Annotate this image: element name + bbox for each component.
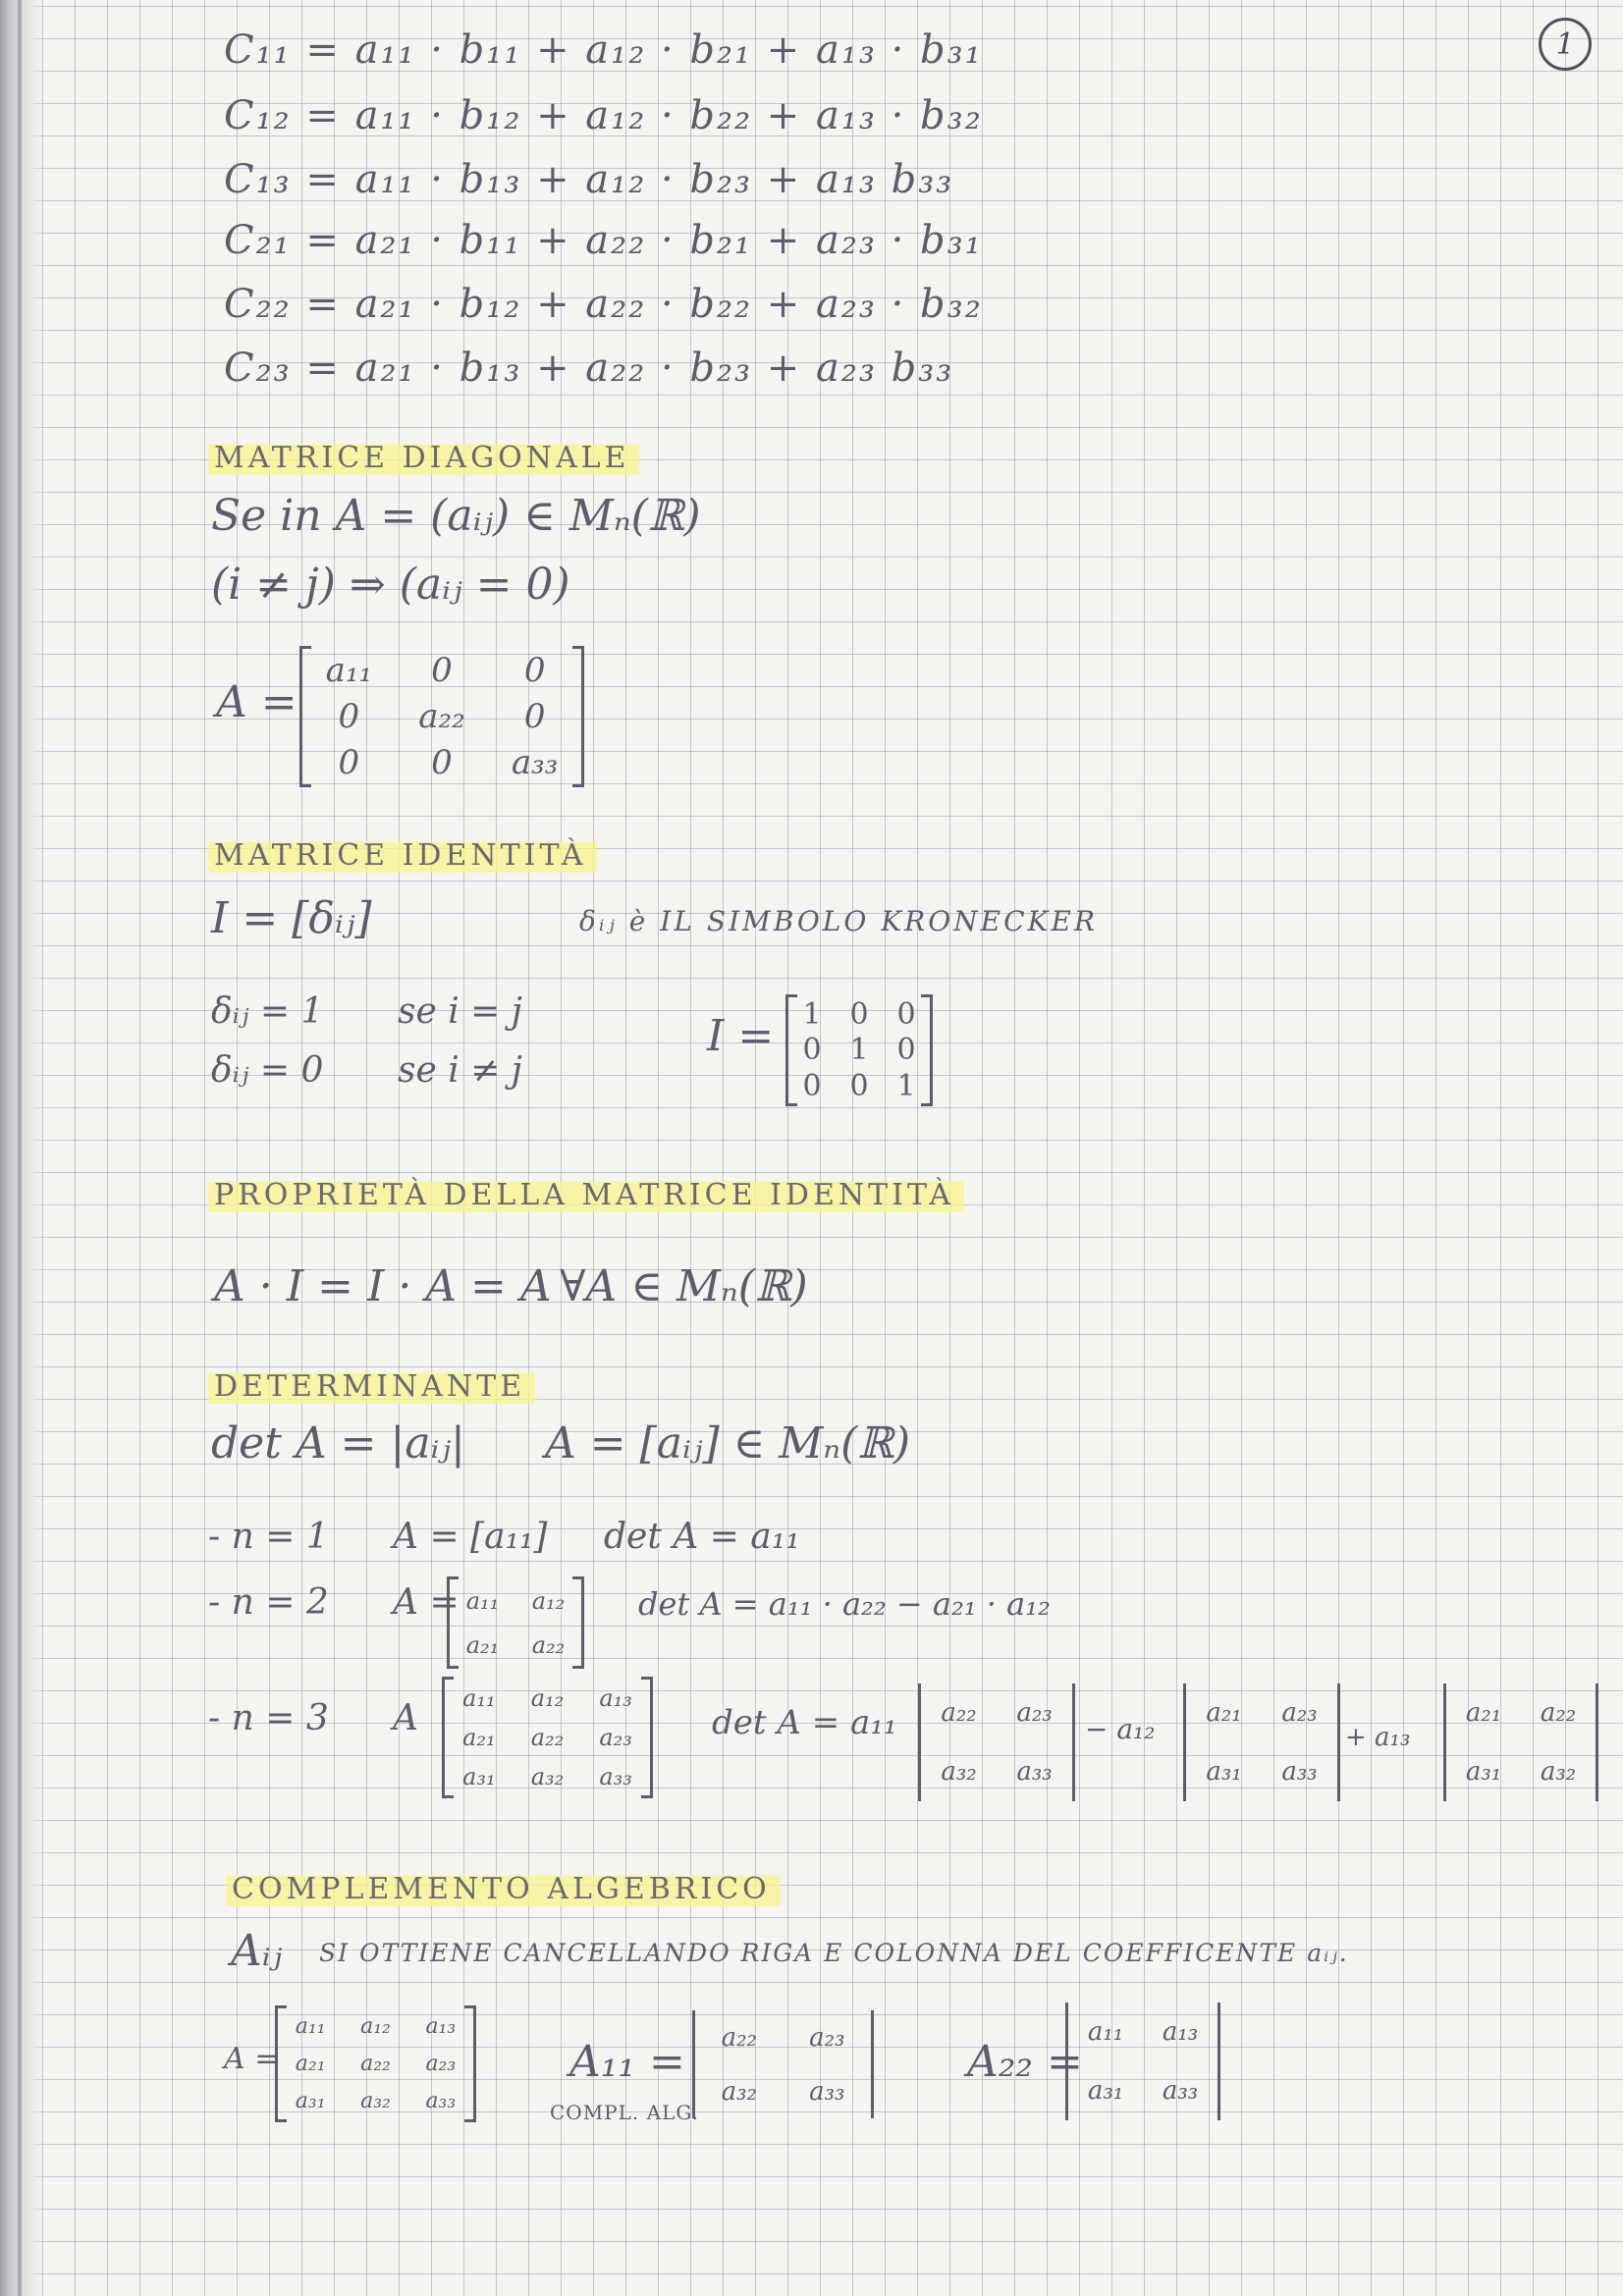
case-n2-label: - n = 2 (208, 1582, 329, 1623)
case-n3-minor-2 (1183, 1683, 1340, 1801)
identity-matrix (785, 996, 933, 1104)
matrix-entry: 0 (431, 651, 453, 691)
product-c12: C₁₂ = a₁₁ · b₁₂ + a₁₂ · b₂₂ + a₁₃ · b₃₂ (224, 93, 983, 138)
matrix-entry: 1 (849, 1033, 869, 1068)
matrix-entry: a₁₂ (530, 1684, 565, 1712)
binding-line (18, 0, 22, 2296)
cofactor-A-matrix (275, 2007, 476, 2120)
case-n3-det: det A = a₁₁ (712, 1703, 897, 1742)
matrix-entry: a₁₃ (425, 2013, 457, 2039)
matrix-entry: a₂₁ (1206, 1698, 1242, 1728)
matrix-entry: a₂₂ (360, 2051, 391, 2076)
matrix-entry: a₁₁ (295, 2013, 326, 2039)
matrix-entry: a₂₂ (530, 1724, 565, 1751)
diagonale-condition: Se in A = (aᵢⱼ) ∈ Mₙ(ℝ) (211, 491, 701, 541)
matrix-entry: a₃₁ (1465, 1757, 1502, 1787)
matrix-entry: 1 (802, 996, 822, 1032)
matrix-entry: a₂₂ (721, 2022, 757, 2053)
matrix-entry: a₃₃ (599, 1763, 632, 1790)
cofactor-symbol: Aᵢⱼ (231, 1926, 283, 1976)
matrix-entry: a₃₁ (1206, 1757, 1242, 1787)
matrix-entry: 0 (802, 1033, 822, 1068)
matrix-entry: 0 (849, 996, 869, 1032)
cofactor-A11-label: A₁₁ = (569, 2037, 685, 2087)
matrix-entry: a₃₃ (1281, 1757, 1318, 1787)
matrix-entry: a₃₃ (809, 2076, 845, 2107)
matrix-entry: 0 (338, 696, 360, 736)
delta-zero-condition: se i ≠ j (398, 1050, 522, 1091)
matrix-entry: a₁₁ (1087, 2017, 1124, 2047)
case-n1-det: det A = a₁₁ (604, 1517, 800, 1557)
matrix-entry: a₂₁ (295, 2051, 326, 2076)
identity-matrix-label: I = (707, 1011, 775, 1061)
page-edge-shadow (0, 0, 45, 2296)
heading-matrice-diagonale: MATRICE DIAGONALE (208, 439, 639, 475)
heading-determinante: DETERMINANTE (208, 1367, 535, 1404)
matrix-entry: a₁₁ (462, 1684, 496, 1712)
matrix-entry: a₂₃ (1016, 1698, 1053, 1728)
determinant-domain: A = [aᵢⱼ] ∈ Mₙ(ℝ) (545, 1418, 910, 1468)
identity-definition: I = [δᵢⱼ] (211, 893, 372, 943)
matrix-entry: a₃₁ (462, 1763, 496, 1790)
matrix-entry: a₃₃ (1162, 2076, 1199, 2106)
matrix-entry: a₂₃ (425, 2051, 457, 2076)
diagonal-matrix (299, 648, 584, 785)
case-n1-label: - n = 1 (208, 1517, 329, 1557)
matrix-entry: a₃₂ (721, 2076, 757, 2107)
identity-property-quantifier: ∀A ∈ Mₙ(ℝ) (560, 1261, 808, 1311)
matrix-entry: a₃₂ (941, 1757, 977, 1787)
matrix-entry: a₂₂ (531, 1630, 566, 1659)
heading-complemento-algebrico: COMPLEMENTO ALGEBRICO (226, 1870, 781, 1906)
matrix-entry: 0 (849, 1069, 869, 1104)
determinant-definition: det A = |aᵢⱼ| (211, 1418, 465, 1468)
case-n2-A-label: A = (393, 1582, 460, 1623)
matrix-entry: a₁₂ (360, 2013, 391, 2039)
matrix-entry: a₃₂ (1540, 1757, 1577, 1787)
matrix-entry: a₂₃ (599, 1724, 632, 1751)
matrix-entry: a₂₁ (462, 1724, 496, 1751)
matrix-entry: a₂₁ (465, 1630, 500, 1659)
matrix-entry: a₂₂ (418, 696, 465, 736)
case-n1-matrix: A = [a₁₁] (393, 1517, 548, 1557)
page-number: 1 (1539, 18, 1592, 71)
heading-proprieta-identita: PROPRIETÀ DELLA MATRICE IDENTITÀ (208, 1176, 964, 1212)
identity-property: A · I = I · A = A (214, 1261, 552, 1311)
product-c11: C₁₁ = a₁₁ · b₁₁ + a₁₂ · b₂₁ + a₁₃ · b₃₁ (224, 27, 983, 73)
cofactor-description: SI OTTIENE CANCELLANDO RIGA E COLONNA DEL COEFFICENTE aᵢⱼ. (319, 1939, 1349, 1967)
matrix-entry: a₂₁ (1465, 1698, 1502, 1728)
matrix-entry: 1 (896, 1069, 916, 1104)
cofactor-A22-minor (1065, 2002, 1220, 2120)
cofactor-A11-note: COMPL. ALG. (550, 2101, 699, 2124)
matrix-entry: a₁₁ (325, 651, 373, 691)
product-c22: C₂₂ = a₂₁ · b₁₂ + a₂₂ · b₂₂ + a₂₃ · b₃₂ (224, 282, 983, 327)
matrix-entry: 0 (523, 651, 546, 691)
cofactor-A-label: A = (224, 2042, 280, 2076)
matrix-entry: 0 (802, 1069, 822, 1104)
matrix-entry: 0 (896, 996, 916, 1032)
product-c23: C₂₃ = a₂₁ · b₁₃ + a₂₂ · b₂₃ + a₂₃ b₃₃ (224, 346, 954, 391)
matrix-entry: a₁₃ (599, 1684, 632, 1712)
matrix-entry: a₃₃ (511, 742, 559, 782)
matrix-entry: 0 (523, 696, 546, 736)
delta-one: δᵢⱼ = 1 (211, 991, 324, 1032)
matrix-entry: 0 (338, 742, 360, 782)
matrix-entry: a₃₁ (295, 2089, 326, 2114)
matrix-entry: a₂₂ (941, 1698, 977, 1728)
matrix-entry: a₂₂ (1540, 1698, 1577, 1728)
matrix-entry: a₁₁ (465, 1586, 500, 1615)
heading-matrice-identita: MATRICE IDENTITÀ (208, 836, 597, 873)
matrix-entry: a₃₃ (1016, 1757, 1053, 1787)
product-c13: C₁₃ = a₁₁ · b₁₃ + a₁₂ · b₂₃ + a₁₃ b₃₃ (224, 157, 954, 202)
diagonale-implication: (i ≠ j) ⇒ (aᵢⱼ = 0) (211, 560, 570, 610)
matrix-entry: a₃₂ (360, 2089, 391, 2114)
cofactor-A22-label: A₂₂ = (967, 2037, 1083, 2087)
matrix-entry: a₃₁ (1087, 2076, 1124, 2106)
case-n3-label: - n = 3 (208, 1698, 329, 1738)
diagonale-matrix-label: A = (216, 677, 298, 727)
case-n3-minor-3 (1443, 1683, 1598, 1801)
product-c21: C₂₁ = a₂₁ · b₁₁ + a₂₂ · b₂₁ + a₂₃ · b₃₁ (224, 218, 983, 263)
matrix-entry: a₂₃ (1281, 1698, 1318, 1728)
case-n2-matrix (447, 1578, 584, 1667)
matrix-entry: a₂₃ (809, 2022, 845, 2053)
matrix-entry: a₃₃ (425, 2089, 457, 2114)
matrix-entry: a₃₂ (530, 1763, 565, 1790)
matrix-entry: a₁₃ (1162, 2017, 1199, 2047)
cofactor-A11-minor (692, 2010, 874, 2118)
case-n3-A-label: A (393, 1698, 418, 1738)
case-n3-matrix (442, 1679, 653, 1796)
delta-one-condition: se i = j (398, 991, 522, 1032)
case-n2-det: det A = a₁₁ · a₂₂ − a₂₁ · a₁₂ (638, 1585, 1051, 1623)
matrix-entry: a₁₂ (531, 1586, 566, 1615)
case-n3-minor-1 (918, 1683, 1075, 1801)
case-n3-plus: + a₁₃ (1345, 1723, 1411, 1752)
matrix-entry: 0 (431, 742, 453, 782)
kronecker-note: δᵢⱼ è IL SIMBOLO KRONECKER (579, 905, 1098, 937)
matrix-entry: 0 (896, 1033, 916, 1068)
delta-zero: δᵢⱼ = 0 (211, 1050, 324, 1091)
case-n3-minus: − a₁₂ (1085, 1713, 1156, 1745)
